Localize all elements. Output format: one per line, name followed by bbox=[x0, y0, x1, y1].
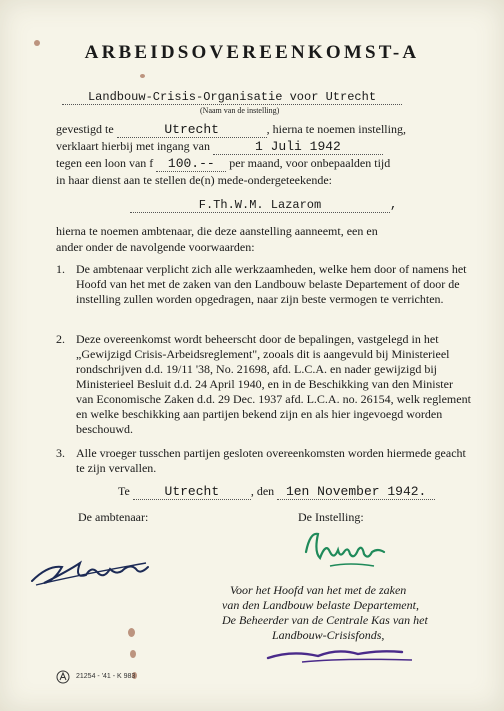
institution-caption: (Naam van de instelling) bbox=[200, 106, 280, 115]
printer-logo-icon bbox=[56, 670, 70, 684]
label-te: Te bbox=[118, 484, 130, 498]
label-loon: tegen een loon van f bbox=[56, 156, 154, 170]
stamp-line-4: Landbouw-Crisisfonds, bbox=[272, 628, 385, 642]
clause-3-text: Alle vroeger tusschen partijen gesloten overeenkomsten worden hiermede geacht te zijn vervallen. bbox=[76, 446, 466, 475]
employee-signature-label: De ambtenaar: bbox=[78, 510, 149, 524]
clause-3-number: 3. bbox=[56, 446, 65, 460]
stain bbox=[128, 628, 135, 637]
line-dienst: in haar dienst aan te stellen de(n) mede-ondergeteekende: bbox=[56, 173, 332, 187]
line-hierna-ambtenaar: hierna te noemen ambtenaar, die deze aanstelling aanneemt, een en bbox=[56, 224, 378, 238]
document-title: ARBEIDSOVEREENKOMST-A bbox=[84, 42, 420, 63]
clause-2-text: Deze overeenkomst wordt beheerscht door de bepalingen, vastgelegd in het „Gewijzigd Crisis-Arbeidsreglement", zooals dit is aangevuld bij Ministerieel rondschrijven d.d. 19/11 '38, No. 21698, afd. L.C.A. en nader gewijzigd bij Ministerieel Besluit d.d. 24 April 1940, en in de Beschikking van den Minister van Economische Zaken d.d. 29 Dec. 1937 afd. L.C.A. no. 26154, welk reglement en welke beschikking aan partijen bekend zijn en als hier ingevoegd worden beschouwd. bbox=[76, 332, 471, 436]
label-gevestigd: gevestigd te bbox=[56, 122, 114, 136]
label-hierna: , hierna te noemen instelling, bbox=[266, 122, 406, 136]
employee-name-line: F.Th.W.M. Lazarom , bbox=[130, 198, 397, 213]
clause-2-number: 2. bbox=[56, 332, 65, 346]
city-value: Utrecht bbox=[117, 122, 267, 138]
place-value: Utrecht bbox=[133, 484, 251, 500]
clause-1-number: 1. bbox=[56, 262, 65, 276]
salary-value: 100.-- bbox=[156, 156, 226, 172]
line-voorwaarden: ander onder de navolgende voorwaarden: bbox=[56, 240, 255, 254]
label-den: , den bbox=[250, 484, 275, 498]
line-salary bbox=[56, 156, 390, 172]
stamp-line-2: van den Landbouw belaste Departement, bbox=[222, 598, 419, 612]
line-location bbox=[56, 122, 406, 138]
label-per-maand: per maand, voor onbepaalden tijd bbox=[229, 156, 391, 170]
stamp-signature bbox=[262, 640, 422, 670]
employee-signature bbox=[28, 545, 158, 595]
line-start-date bbox=[56, 139, 383, 155]
label-verklaart: verklaart hierbij met ingang van bbox=[56, 139, 210, 153]
institution-signature bbox=[300, 522, 390, 572]
institution-value: Landbouw-Crisis-Organisatie voor Utrecht bbox=[62, 90, 402, 105]
clause-1-text: De ambtenaar verplicht zich alle werkzaamheden, welke hem door of namens het Hoofd van het met de zaken van den Landbouw belaste Departement of door de instelling zullen worden opgedragen, naar zijn beste vermogen te verrichten. bbox=[76, 262, 467, 306]
employee-value: F.Th.W.M. Lazarom bbox=[130, 198, 390, 213]
sign-date-value: 1en November 1942. bbox=[277, 484, 435, 500]
stamp-line-1: Voor het Hoofd van het met de zaken bbox=[230, 583, 407, 597]
footer-print-code: 21254 - '41 - K 983 bbox=[76, 673, 136, 680]
stamp-line-3: De Beheerder van de Centrale Kas van het bbox=[222, 613, 428, 627]
stain bbox=[140, 74, 145, 78]
institution-signature-label: De Instelling: bbox=[298, 510, 364, 524]
institution-name bbox=[62, 90, 402, 105]
stain bbox=[130, 650, 136, 658]
start-date-value: 1 Juli 1942 bbox=[213, 139, 383, 155]
place-date-line bbox=[118, 484, 435, 500]
